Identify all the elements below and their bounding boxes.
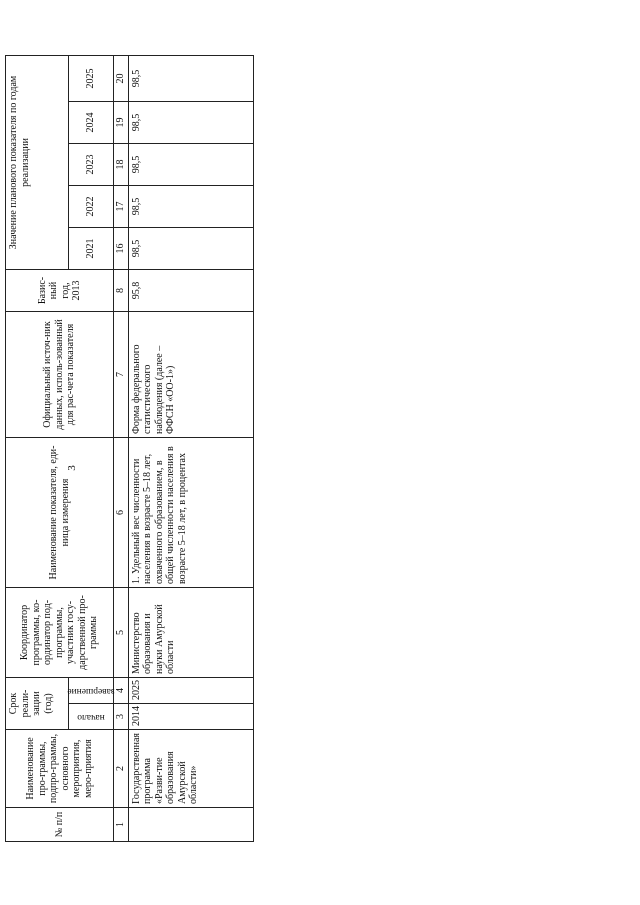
header-base-year: Базис-ный год, 2013 (6, 269, 114, 311)
row-plan-value: 98,5 (128, 227, 253, 269)
header-coordinator: Координатор программы, ко-ординатор под-программы, участник госу-дарственной про-граммы (6, 587, 114, 677)
column-number: 20 (114, 55, 129, 101)
column-number: 2 (114, 730, 129, 808)
column-number: 5 (114, 587, 129, 677)
table-row (128, 55, 253, 841)
header-year: 2021 (69, 227, 114, 269)
rotated-page-content (0, 32, 320, 872)
header-year: 2025 (69, 55, 114, 101)
header-year: 2023 (69, 143, 114, 185)
header-source: Официальный источ-ник данных, исполь-зованный для рас-чета показателя (6, 311, 114, 437)
column-number: 18 (114, 143, 129, 185)
header-year: 2022 (69, 185, 114, 227)
header-indicator: Наименование показателя, еди-ница измерения (6, 437, 114, 587)
column-number: 6 (114, 437, 129, 587)
row-plan-value: 98,5 (128, 185, 253, 227)
row-end-year: 2025 (128, 677, 253, 703)
column-number: 1 (114, 808, 129, 842)
row-plan-value: 98,5 (128, 55, 253, 101)
header-term: Срок реали-зации (год) (6, 677, 69, 729)
row-program-name: Государственная программа «Разви-тие образования Амурской области» (128, 730, 253, 808)
column-number: 8 (114, 269, 129, 311)
row-num (128, 808, 253, 842)
header-term-end: завершение (69, 677, 114, 703)
column-number: 17 (114, 185, 129, 227)
row-start-year: 2014 (128, 704, 253, 730)
row-plan-value: 98,5 (128, 101, 253, 143)
row-plan-value: 98,5 (128, 143, 253, 185)
column-number: 19 (114, 101, 129, 143)
row-source: Форма федерального статистического наблюдения (далее – ФФСН «ОО-1») (128, 311, 253, 437)
column-number: 16 (114, 227, 129, 269)
column-number-row (114, 55, 129, 841)
page-number: 3 (66, 465, 78, 471)
column-number: 3 (114, 704, 129, 730)
header-plan-values: Значение планового показателя по годам реализации (6, 55, 69, 269)
column-number: 7 (114, 311, 129, 437)
column-number: 4 (114, 677, 129, 703)
header-num: № п/п (6, 808, 114, 842)
table-header-row (6, 55, 69, 841)
header-name: Наименование про-граммы, подпро-граммы, основного мероприятия, меро-приятия (6, 730, 114, 808)
row-coordinator: Министерство образования и науки Амурской области (128, 587, 253, 677)
indicators-table (5, 55, 254, 842)
header-term-start: начало (69, 704, 114, 730)
header-year: 2024 (69, 101, 114, 143)
row-indicator: 1. Удельный вес численности населения в возрасте 5–18 лет, охваченного образованием, в общей численности населения в возрасте 5–18 лет, в процентах (128, 437, 253, 587)
row-base-value: 95,8 (128, 269, 253, 311)
